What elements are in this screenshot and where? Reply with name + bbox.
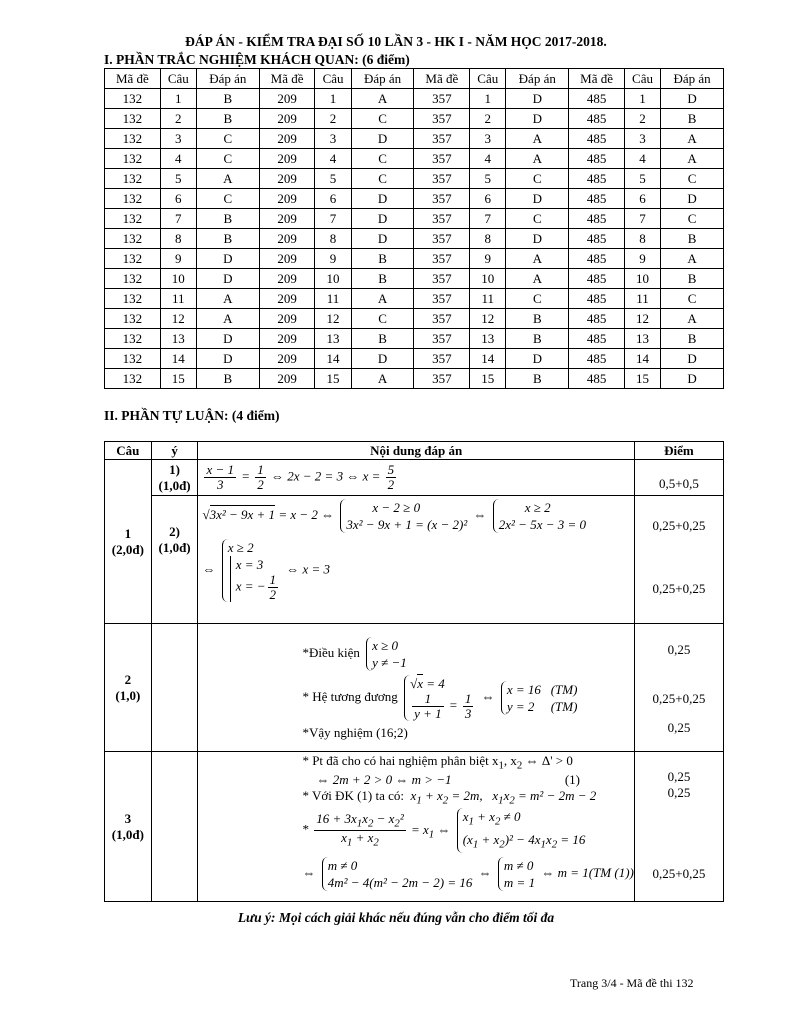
answer-cell: 5 bbox=[315, 169, 351, 189]
answer-cell: 15 bbox=[160, 369, 196, 389]
answer-cell: C bbox=[351, 149, 414, 169]
answer-cell: B bbox=[196, 369, 259, 389]
answer-cell: 485 bbox=[569, 89, 625, 109]
answer-cell: C bbox=[196, 149, 259, 169]
answer-cell: 485 bbox=[569, 209, 625, 229]
answer-header-cell: Mã đề bbox=[259, 69, 315, 89]
answer-cell: 209 bbox=[259, 249, 315, 269]
answer-cell: D bbox=[196, 249, 259, 269]
answer-cell: 13 bbox=[470, 329, 506, 349]
answer-cell: 9 bbox=[470, 249, 506, 269]
q2-score2: 0,25+0,25 bbox=[652, 691, 706, 706]
answer-cell: D bbox=[661, 349, 724, 369]
q2-equiv-text: * Hệ tương đương bbox=[302, 688, 398, 704]
answer-row bbox=[105, 249, 724, 269]
q1-part2-content: √3x² − 9x + 1 = x − 2 ⇔ x − 2 ≥ 0 3x² − 9x + 1 = (x − 2)² ⇔ x ≥ 2 2x² − 5x − 3 = 0 ⇔ x ≥ 2 x = 3 x = − $\frac{1}{2}$ ⇔ x = 3 bbox=[198, 496, 634, 624]
q1-label: 1 bbox=[124, 525, 132, 541]
answer-cell: D bbox=[351, 189, 414, 209]
answer-cell: 11 bbox=[160, 289, 196, 309]
answer-cell: C bbox=[506, 289, 569, 309]
answer-cell: 4 bbox=[160, 149, 196, 169]
q2-points: (1,0) bbox=[115, 687, 141, 703]
answer-cell: 132 bbox=[105, 89, 161, 109]
answer-cell: 132 bbox=[105, 329, 161, 349]
q2-label-cell bbox=[105, 624, 152, 752]
answer-cell: D bbox=[351, 129, 414, 149]
answer-cell: 11 bbox=[315, 289, 351, 309]
answer-cell: 132 bbox=[105, 189, 161, 209]
q3-scores bbox=[634, 752, 723, 902]
q3-label-cell bbox=[105, 752, 152, 902]
answer-cell: 209 bbox=[259, 369, 315, 389]
answer-row bbox=[105, 329, 724, 349]
answer-cell: D bbox=[506, 89, 569, 109]
answer-cell: D bbox=[506, 189, 569, 209]
answer-cell: 357 bbox=[414, 229, 470, 249]
q1-points: (2,0đ) bbox=[111, 541, 144, 557]
answer-cell: 13 bbox=[624, 329, 660, 349]
q3-score3: 0,25+0,25 bbox=[652, 866, 706, 881]
answer-cell: 12 bbox=[160, 309, 196, 329]
answer-cell: 485 bbox=[569, 369, 625, 389]
answer-cell: 11 bbox=[624, 289, 660, 309]
answer-cell: 4 bbox=[470, 149, 506, 169]
q2-tm-1: (TM) bbox=[550, 681, 578, 697]
header-content: Nội dung đáp án bbox=[198, 442, 634, 460]
answer-cell: 132 bbox=[105, 249, 161, 269]
answer-cell: 5 bbox=[624, 169, 660, 189]
answer-cell: D bbox=[351, 229, 414, 249]
q1-part2-scores bbox=[634, 496, 723, 624]
essay-header-row bbox=[105, 442, 724, 460]
answer-cell: 132 bbox=[105, 289, 161, 309]
answer-cell: C bbox=[351, 109, 414, 129]
answer-cell: A bbox=[506, 129, 569, 149]
answer-cell: 7 bbox=[160, 209, 196, 229]
answer-cell: 132 bbox=[105, 209, 161, 229]
q3-content: * Pt đã cho có hai nghiệm phân biệt $x_1$, $x_2$ ⇔ Δ' > 0 ⇔ 2m + 2 > 0 ⇔ m > −1 (1) * Với ĐK (1) ta có: $x_1 + x_2 = 2m$, $x_1x_2 = m^2 - 2m - 2$ * $\frac{16 + 3x_1x_2 - x_2^2}{x_1 + x_2}$ = $x_1$ ⇔ $x_1 + x_2 \ne 0$ $(x_1 + x_2)^2 - 4x_1x_2 = 16$ ⇔ m ≠ 0 4m² − 4(m² − 2m − 2) = 16 ⇔ m ≠ 0 m = 1 ⇔ m = 1(TM (1)) bbox=[198, 752, 634, 902]
q1-part1-label: 1) bbox=[169, 461, 180, 477]
q1-part2-score2: 0,25+0,25 bbox=[652, 581, 706, 596]
answer-row bbox=[105, 289, 724, 309]
answer-cell: 485 bbox=[569, 349, 625, 369]
q2-tm-2: (TM) bbox=[550, 698, 578, 714]
q1-part1-content: $\frac{x - 1}{3}$ = $\frac{1}{2}$ ⇔ 2x − 2 = 3 ⇔ x = $\frac{5}{2}$ bbox=[198, 460, 634, 496]
answer-cell: 2 bbox=[470, 109, 506, 129]
answer-header-row bbox=[105, 69, 724, 89]
answer-cell: 485 bbox=[569, 229, 625, 249]
answer-cell: 15 bbox=[315, 369, 351, 389]
answer-row bbox=[105, 349, 724, 369]
answer-cell: 5 bbox=[470, 169, 506, 189]
answer-cell: 485 bbox=[569, 309, 625, 329]
page-title: ĐÁP ÁN - KIỂM TRA ĐẠI SỐ 10 LẦN 3 - HK I - NĂM HỌC 2017-2018. bbox=[185, 34, 607, 49]
answer-cell: 1 bbox=[160, 89, 196, 109]
answer-cell: A bbox=[196, 169, 259, 189]
answer-header-cell: Mã đề bbox=[569, 69, 625, 89]
answer-cell: A bbox=[196, 309, 259, 329]
answer-header-cell: Câu bbox=[315, 69, 351, 89]
answer-cell: D bbox=[661, 189, 724, 209]
q1-part1-label-cell bbox=[151, 460, 198, 496]
answer-header-cell: Đáp án bbox=[661, 69, 724, 89]
essay-table bbox=[104, 441, 724, 902]
answer-cell: C bbox=[351, 309, 414, 329]
answer-cell: C bbox=[196, 129, 259, 149]
answer-cell: 357 bbox=[414, 269, 470, 289]
answer-row bbox=[105, 309, 724, 329]
answer-cell: B bbox=[661, 229, 724, 249]
q2-label: 2 bbox=[124, 671, 132, 687]
answer-cell: D bbox=[506, 109, 569, 129]
answer-row bbox=[105, 369, 724, 389]
answer-cell: 6 bbox=[315, 189, 351, 209]
answer-row bbox=[105, 189, 724, 209]
answer-cell: A bbox=[506, 149, 569, 169]
answer-cell: 485 bbox=[569, 289, 625, 309]
answer-cell: 10 bbox=[160, 269, 196, 289]
answer-cell: C bbox=[351, 169, 414, 189]
answer-cell: B bbox=[196, 89, 259, 109]
answer-row bbox=[105, 169, 724, 189]
answer-cell: 5 bbox=[160, 169, 196, 189]
answer-row bbox=[105, 129, 724, 149]
answer-cell: 12 bbox=[470, 309, 506, 329]
answer-cell: 485 bbox=[569, 169, 625, 189]
answer-cell: D bbox=[196, 269, 259, 289]
answer-cell: 2 bbox=[160, 109, 196, 129]
answer-cell: 14 bbox=[470, 349, 506, 369]
answer-cell: 132 bbox=[105, 149, 161, 169]
answer-cell: C bbox=[661, 289, 724, 309]
answer-row bbox=[105, 149, 724, 169]
q3-marker1: (1) bbox=[564, 771, 580, 787]
answer-header-cell: Đáp án bbox=[506, 69, 569, 89]
q3-y-cell bbox=[151, 752, 198, 902]
answer-cell: C bbox=[196, 189, 259, 209]
answer-cell: 209 bbox=[259, 349, 315, 369]
answer-cell: B bbox=[196, 229, 259, 249]
answer-cell: 13 bbox=[160, 329, 196, 349]
q1-part2-score1: 0,25+0,25 bbox=[652, 518, 706, 533]
answer-row bbox=[105, 229, 724, 249]
answer-cell: A bbox=[351, 289, 414, 309]
answer-cell: 3 bbox=[315, 129, 351, 149]
q3-label: 3 bbox=[124, 810, 132, 826]
q1-label-cell bbox=[105, 460, 152, 624]
answer-row bbox=[105, 89, 724, 109]
answer-cell: 11 bbox=[470, 289, 506, 309]
section-1-heading: I. PHẦN TRẮC NGHIỆM KHÁCH QUAN: (6 điểm) bbox=[104, 52, 410, 67]
q2-conclusion: *Vậy nghiệm (16;2) bbox=[302, 724, 408, 740]
answer-cell: 357 bbox=[414, 109, 470, 129]
q1-part1-row bbox=[105, 460, 724, 496]
q2-score3: 0,25 bbox=[667, 720, 691, 735]
answer-cell: D bbox=[351, 349, 414, 369]
answer-cell: 357 bbox=[414, 149, 470, 169]
section-2-heading: II. PHẦN TỰ LUẬN: (4 điểm) bbox=[104, 408, 280, 423]
answer-cell: 357 bbox=[414, 329, 470, 349]
answer-cell: 485 bbox=[569, 249, 625, 269]
answer-cell: C bbox=[661, 209, 724, 229]
note: Lưu ý: Mọi cách giải khác nếu đúng vẫn cho điểm tối đa bbox=[237, 910, 555, 925]
answer-cell: 6 bbox=[470, 189, 506, 209]
answer-cell: 12 bbox=[315, 309, 351, 329]
answer-cell: 7 bbox=[470, 209, 506, 229]
answer-cell: 357 bbox=[414, 249, 470, 269]
answer-cell: 4 bbox=[315, 149, 351, 169]
answer-cell: 357 bbox=[414, 369, 470, 389]
answer-table bbox=[104, 68, 724, 389]
answer-cell: 4 bbox=[624, 149, 660, 169]
answer-cell: 10 bbox=[315, 269, 351, 289]
answer-cell: 8 bbox=[470, 229, 506, 249]
answer-cell: 9 bbox=[315, 249, 351, 269]
answer-cell: B bbox=[506, 309, 569, 329]
page-footer: Trang 3/4 - Mã đề thi 132 bbox=[570, 976, 694, 990]
q3-line1b: , x bbox=[503, 753, 517, 768]
answer-cell: 15 bbox=[470, 369, 506, 389]
q1-part1-score: 0,5+0,5 bbox=[634, 460, 723, 496]
answer-cell: B bbox=[196, 109, 259, 129]
answer-cell: 209 bbox=[259, 289, 315, 309]
answer-cell: B bbox=[506, 329, 569, 349]
answer-cell: 209 bbox=[259, 229, 315, 249]
answer-cell: 357 bbox=[414, 89, 470, 109]
answer-cell: 9 bbox=[160, 249, 196, 269]
answer-cell: 6 bbox=[160, 189, 196, 209]
q2-y-cell bbox=[151, 624, 198, 752]
answer-cell: 209 bbox=[259, 189, 315, 209]
answer-cell: B bbox=[351, 249, 414, 269]
answer-cell: 3 bbox=[624, 129, 660, 149]
answer-cell: 7 bbox=[624, 209, 660, 229]
answer-cell: 12 bbox=[624, 309, 660, 329]
answer-cell: C bbox=[506, 209, 569, 229]
answer-header-cell: Câu bbox=[160, 69, 196, 89]
answer-cell: C bbox=[506, 169, 569, 189]
answer-cell: 132 bbox=[105, 169, 161, 189]
q3-line1c: ⇔ Δ' > 0 bbox=[522, 753, 573, 768]
q2-score1: 0,25 bbox=[667, 642, 691, 657]
answer-cell: D bbox=[661, 89, 724, 109]
answer-cell: B bbox=[661, 329, 724, 349]
answer-cell: 485 bbox=[569, 109, 625, 129]
answer-header-cell: Câu bbox=[470, 69, 506, 89]
answer-cell: 3 bbox=[160, 129, 196, 149]
answer-cell: D bbox=[661, 369, 724, 389]
answer-cell: A bbox=[351, 89, 414, 109]
answer-cell: 14 bbox=[624, 349, 660, 369]
answer-cell: 9 bbox=[624, 249, 660, 269]
answer-cell: A bbox=[196, 289, 259, 309]
answer-cell: 209 bbox=[259, 109, 315, 129]
answer-cell: 1 bbox=[315, 89, 351, 109]
answer-cell: 132 bbox=[105, 109, 161, 129]
answer-cell: 14 bbox=[160, 349, 196, 369]
answer-cell: 209 bbox=[259, 129, 315, 149]
answer-cell: B bbox=[351, 269, 414, 289]
answer-cell: 485 bbox=[569, 189, 625, 209]
answer-header-cell: Câu bbox=[624, 69, 660, 89]
answer-cell: B bbox=[661, 109, 724, 129]
answer-header-cell: Đáp án bbox=[196, 69, 259, 89]
q2-cond-text: *Điều kiện bbox=[302, 644, 360, 660]
answer-cell: 357 bbox=[414, 169, 470, 189]
q3-line1: * Pt đã cho có hai nghiệm phân biệt x bbox=[302, 753, 499, 768]
q3-score2: 0,25 bbox=[667, 785, 691, 800]
answer-cell: A bbox=[661, 149, 724, 169]
answer-cell: 357 bbox=[414, 189, 470, 209]
answer-row bbox=[105, 209, 724, 229]
answer-cell: 209 bbox=[259, 309, 315, 329]
answer-cell: B bbox=[661, 269, 724, 289]
q3-points: (1,0đ) bbox=[111, 826, 144, 842]
answer-cell: A bbox=[661, 249, 724, 269]
answer-cell: 1 bbox=[470, 89, 506, 109]
answer-cell: D bbox=[351, 209, 414, 229]
q1-part2-row bbox=[105, 496, 724, 624]
answer-cell: 132 bbox=[105, 129, 161, 149]
answer-cell: 2 bbox=[315, 109, 351, 129]
answer-cell: A bbox=[506, 269, 569, 289]
answer-cell: B bbox=[351, 329, 414, 349]
answer-cell: 209 bbox=[259, 89, 315, 109]
q1-part2-label: 2) bbox=[169, 524, 180, 539]
answer-cell: 8 bbox=[315, 229, 351, 249]
answer-cell: 15 bbox=[624, 369, 660, 389]
answer-cell: 357 bbox=[414, 289, 470, 309]
q3-line2: * Với ĐK (1) ta có: bbox=[302, 787, 405, 803]
answer-cell: A bbox=[661, 129, 724, 149]
q3-row bbox=[105, 752, 724, 902]
answer-cell: 10 bbox=[624, 269, 660, 289]
answer-header-cell: Mã đề bbox=[414, 69, 470, 89]
answer-cell: 357 bbox=[414, 129, 470, 149]
answer-cell: 132 bbox=[105, 229, 161, 249]
answer-cell: D bbox=[196, 349, 259, 369]
answer-cell: 485 bbox=[569, 129, 625, 149]
answer-row bbox=[105, 269, 724, 289]
answer-cell: B bbox=[506, 369, 569, 389]
answer-cell: 8 bbox=[160, 229, 196, 249]
answer-cell: 485 bbox=[569, 329, 625, 349]
answer-header-cell: Đáp án bbox=[351, 69, 414, 89]
answer-cell: A bbox=[661, 309, 724, 329]
answer-cell: 10 bbox=[470, 269, 506, 289]
answer-cell: B bbox=[196, 209, 259, 229]
answer-cell: D bbox=[196, 329, 259, 349]
answer-header-cell: Mã đề bbox=[105, 69, 161, 89]
answer-cell: 209 bbox=[259, 169, 315, 189]
answer-cell: D bbox=[506, 229, 569, 249]
answer-cell: 7 bbox=[315, 209, 351, 229]
answer-cell: 357 bbox=[414, 309, 470, 329]
q3-star: * bbox=[302, 821, 309, 837]
q1-part2-label-cell bbox=[151, 496, 198, 624]
header-y: ý bbox=[151, 442, 198, 460]
q2-scores bbox=[634, 624, 723, 752]
answer-cell: A bbox=[351, 369, 414, 389]
answer-cell: 132 bbox=[105, 349, 161, 369]
answer-cell: C bbox=[661, 169, 724, 189]
answer-cell: 8 bbox=[624, 229, 660, 249]
answer-cell: A bbox=[506, 249, 569, 269]
q1-part2-points: (1,0đ) bbox=[158, 540, 191, 555]
answer-cell: 485 bbox=[569, 269, 625, 289]
answer-cell: 13 bbox=[315, 329, 351, 349]
answer-cell: 357 bbox=[414, 349, 470, 369]
answer-cell: 209 bbox=[259, 209, 315, 229]
answer-cell: 209 bbox=[259, 149, 315, 169]
answer-cell: 132 bbox=[105, 309, 161, 329]
q2-content: *Điều kiện x ≥ 0 y ≠ −1 * Hệ tương đương √x = 4 $\frac{1}{y + 1}$ = $\frac{1}{3}$ ⇔ x = 16 (TM) y = 2 (TM) *Vậy nghiệm (16;2) bbox=[198, 624, 634, 752]
q3-score1: 0,25 bbox=[667, 769, 691, 784]
answer-cell: 132 bbox=[105, 369, 161, 389]
answer-cell: 357 bbox=[414, 209, 470, 229]
answer-cell: 485 bbox=[569, 149, 625, 169]
q1-part1-points: (1,0đ) bbox=[158, 477, 191, 493]
answer-cell: 6 bbox=[624, 189, 660, 209]
q2-row bbox=[105, 624, 724, 752]
answer-cell: 1 bbox=[624, 89, 660, 109]
answer-row bbox=[105, 109, 724, 129]
answer-cell: 3 bbox=[470, 129, 506, 149]
answer-cell: 2 bbox=[624, 109, 660, 129]
answer-cell: 14 bbox=[315, 349, 351, 369]
header-diem: Điểm bbox=[634, 442, 723, 460]
header-cau: Câu bbox=[105, 442, 152, 460]
answer-cell: 209 bbox=[259, 269, 315, 289]
answer-cell: 209 bbox=[259, 329, 315, 349]
answer-cell: D bbox=[506, 349, 569, 369]
answer-cell: 132 bbox=[105, 269, 161, 289]
